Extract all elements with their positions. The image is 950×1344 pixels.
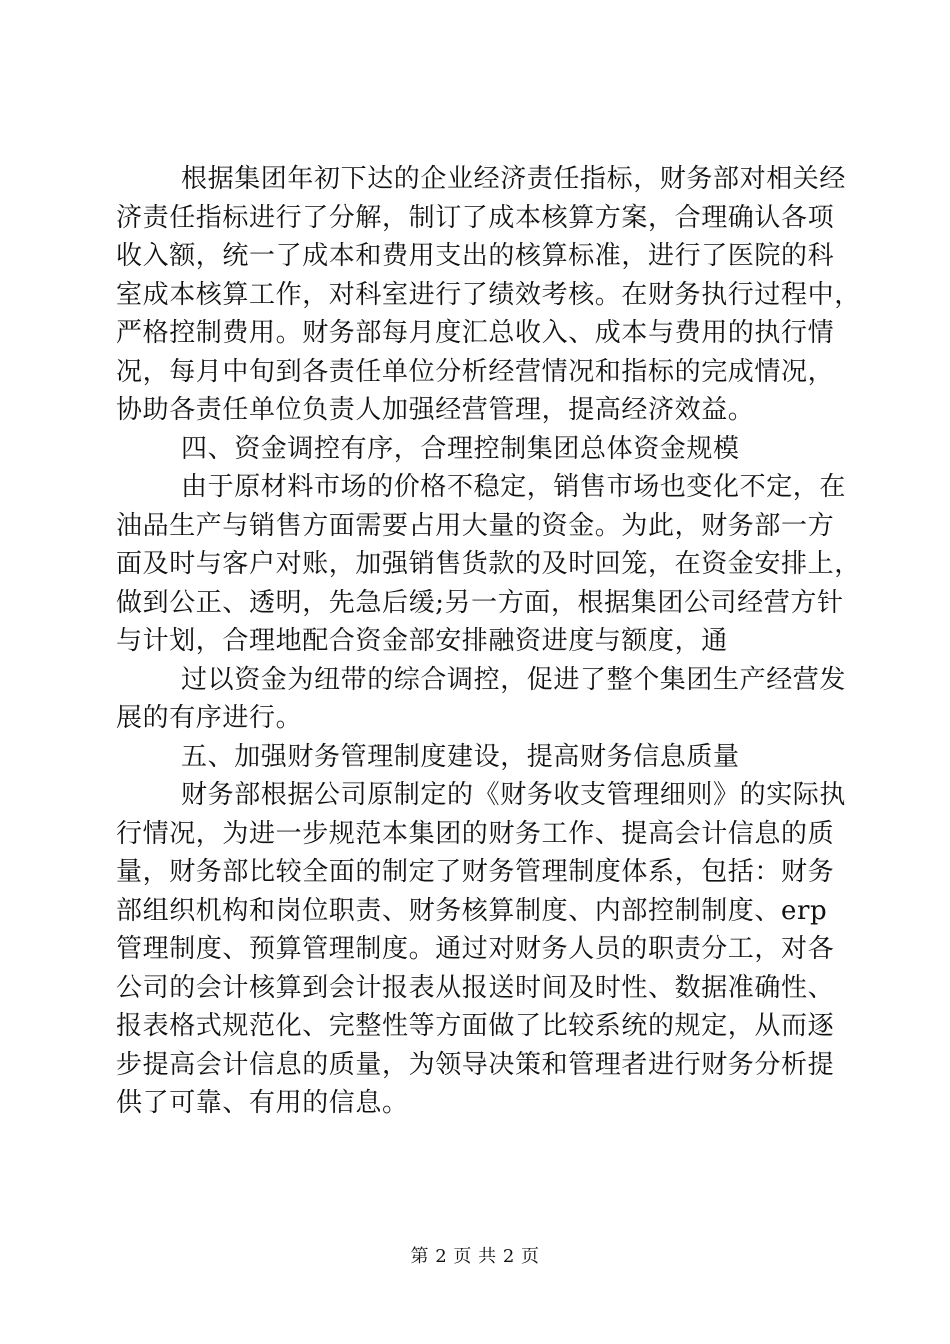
- text-line: 况，每月中旬到各责任单位分析经营情况和指标的完成情况，: [116, 356, 835, 387]
- text-line: 油品生产与销售方面需要占用大量的资金。为此，财务部一方: [116, 510, 835, 541]
- text-line: 公司的会计核算到会计报表从报送时间及时性、数据准确性、: [116, 972, 835, 1003]
- text-line: 过以资金为纽带的综合调控，促进了整个集团生产经营发: [181, 664, 847, 695]
- text-line: 步提高会计信息的质量，为领导决策和管理者进行财务分析提: [116, 1049, 835, 1080]
- page-number-footer: 第 2 页 共 2 页: [410, 1246, 540, 1267]
- text-line: 收入额，统一了成本和费用支出的核算标准，进行了医院的科: [116, 241, 835, 271]
- text-line: 展的有序进行。: [116, 703, 303, 733]
- text-line: 面及时与客户对账，加强销售货款的及时回笼，在资金安排上，: [116, 549, 861, 579]
- text-line: 严格控制费用。财务部每月度汇总收入、成本与费用的执行情: [116, 318, 835, 348]
- text-line: 室成本核算工作，对科室进行了绩效考核。在财务执行过程中，: [116, 279, 861, 310]
- section-heading-five: 五、加强财务管理制度建设，提高财务信息质量: [181, 741, 740, 772]
- text-line: 部组织机构和岗位职责、财务核算制度、内部控制制度、erp: [116, 895, 828, 926]
- text-line: 报表格式规范化、完整性等方面做了比较系统的规定，从而逐: [116, 1011, 835, 1041]
- text-line: 由于原材料市场的价格不稳定，销售市场也变化不定，在: [181, 472, 847, 502]
- text-line: 与计划，合理地配合资金部安排融资进度与额度，通: [116, 626, 728, 656]
- text-line: 协助各责任单位负责人加强经营管理，提高经济效益。: [116, 395, 755, 425]
- text-line: 根据集团年初下达的企业经济责任指标，财务部对相关经: [181, 164, 847, 194]
- text-line: 济责任指标进行了分解，制订了成本核算方案，合理确认各项: [116, 202, 835, 233]
- text-line: 管理制度、预算管理制度。通过对财务人员的职责分工，对各: [116, 934, 835, 964]
- text-line: 供了可靠、有用的信息。: [116, 1088, 409, 1118]
- text-line: 财务部根据公司原制定的《财务收支管理细则》的实际执: [181, 780, 847, 810]
- text-line: 量，财务部比较全面的制定了财务管理制度体系，包括：财务: [116, 857, 835, 887]
- text-line: 行情况，为进一步规范本集团的财务工作、提高会计信息的质: [116, 818, 835, 849]
- section-heading-four: 四、资金调控有序，合理控制集团总体资金规模: [181, 433, 740, 464]
- document-body: [116, 160, 861, 1123]
- text-line: 做到公正、透明，先急后缓;另一方面，根据集团公司经营方针: [116, 587, 844, 618]
